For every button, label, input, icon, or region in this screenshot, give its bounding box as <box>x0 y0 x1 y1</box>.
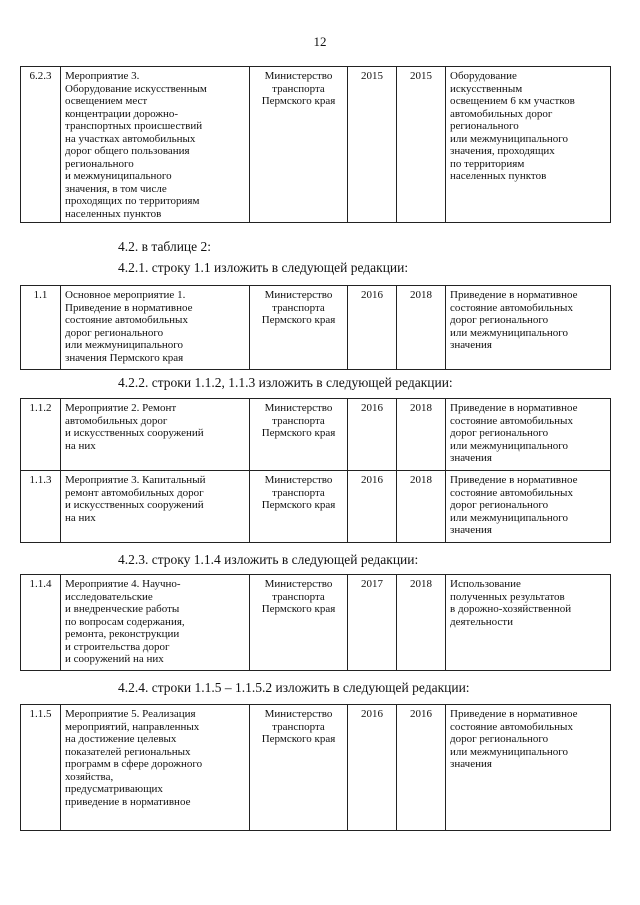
row-end-year: 2018 <box>397 399 446 471</box>
heading-4-2: 4.2. в таблице 2: <box>118 239 212 254</box>
heading-4-2-4: 4.2.4. строки 1.1.5 – 1.1.5.2 изложить в следующей редакции: <box>118 680 470 695</box>
table-row <box>21 286 611 370</box>
row-result: Использование полученных результатов в дорожно-хозяйственной деятельности <box>446 575 611 671</box>
row-end-year: 2018 <box>397 575 446 671</box>
row-end-year: 2015 <box>397 67 446 223</box>
table-1-1-2-1-1-3 <box>20 398 611 543</box>
row-start-year: 2016 <box>348 471 397 543</box>
row-organization: Министерство транспорта Пермского края <box>250 399 348 471</box>
row-result: Приведение в нормативное состояние автомобильных дорог регионального или межмуниципального значения <box>446 471 611 543</box>
heading-4-2-2: 4.2.2. строки 1.1.2, 1.1.3 изложить в следующей редакции: <box>118 375 453 390</box>
row-name: Мероприятие 2. Ремонт автомобильных дорог и искусственных сооружений на них <box>61 399 250 471</box>
row-start-year: 2016 <box>348 399 397 471</box>
row-start-year: 2016 <box>348 705 397 831</box>
row-number: 1.1.2 <box>21 399 61 471</box>
table-row <box>21 705 611 831</box>
row-result: Приведение в нормативное состояние автомобильных дорог регионального или межмуниципального значения <box>446 705 611 831</box>
row-organization: Министерство транспорта Пермского края <box>250 471 348 543</box>
row-start-year: 2015 <box>348 67 397 223</box>
row-start-year: 2017 <box>348 575 397 671</box>
table-row <box>21 67 611 223</box>
row-result: Приведение в нормативное состояние автомобильных дорог регионального или межмуниципального значения <box>446 286 611 370</box>
row-start-year: 2016 <box>348 286 397 370</box>
row-organization: Министерство транспорта Пермского края <box>250 286 348 370</box>
table-row <box>21 471 611 543</box>
table-6-2-3 <box>20 66 611 223</box>
row-number: 1.1.5 <box>21 705 61 831</box>
row-name: Мероприятие 5. Реализация мероприятий, направленных на достижение целевых показателей региональных программ в сфере дорожного хозяйства, предусматривающих приведение в нормативное <box>61 705 250 831</box>
row-result: Приведение в нормативное состояние автомобильных дорог регионального или межмуниципального значения <box>446 399 611 471</box>
row-organization: Министерство транспорта Пермского края <box>250 705 348 831</box>
page-number: 12 <box>313 34 327 49</box>
table-1-1-4 <box>20 574 611 671</box>
table-1-1 <box>20 285 611 370</box>
table-1-1-5 <box>20 704 611 831</box>
row-number: 1.1 <box>21 286 61 370</box>
heading-4-2-1: 4.2.1. строку 1.1 изложить в следующей редакции: <box>118 260 409 275</box>
row-organization: Министерство транспорта Пермского края <box>250 67 348 223</box>
row-end-year: 2018 <box>397 471 446 543</box>
row-name: Мероприятие 3. Капитальный ремонт автомобильных дорог и искусственных сооружений на них <box>61 471 250 543</box>
heading-4-2-3: 4.2.3. строку 1.1.4 изложить в следующей редакции: <box>118 552 419 567</box>
row-name: Мероприятие 3. Оборудование искусственным освещением мест концентрации дорожно- транспортных происшествий на участках автомобильных дорог общего пользования регионального и межмуниципального значения, в том числе проходящих по территориям населенных пунктов <box>61 67 250 223</box>
row-end-year: 2016 <box>397 705 446 831</box>
row-organization: Министерство транспорта Пермского края <box>250 575 348 671</box>
table-row <box>21 399 611 471</box>
row-result: Оборудование искусственным освещением 6 км участков автомобильных дорог регионального или межмуниципального значения, проходящих по территориям населенных пунктов <box>446 67 611 223</box>
table-row <box>21 575 611 671</box>
row-end-year: 2018 <box>397 286 446 370</box>
row-number: 1.1.3 <box>21 471 61 543</box>
row-name: Мероприятие 4. Научно- исследовательские и внедренческие работы по вопросам содержания, ремонта, реконструкции и строительства дорог и сооружений на них <box>61 575 250 671</box>
row-number: 6.2.3 <box>21 67 61 223</box>
row-number: 1.1.4 <box>21 575 61 671</box>
row-name: Основное мероприятие 1. Приведение в нормативное состояние автомобильных дорог регионального или межмуниципального значения Пермского края <box>61 286 250 370</box>
